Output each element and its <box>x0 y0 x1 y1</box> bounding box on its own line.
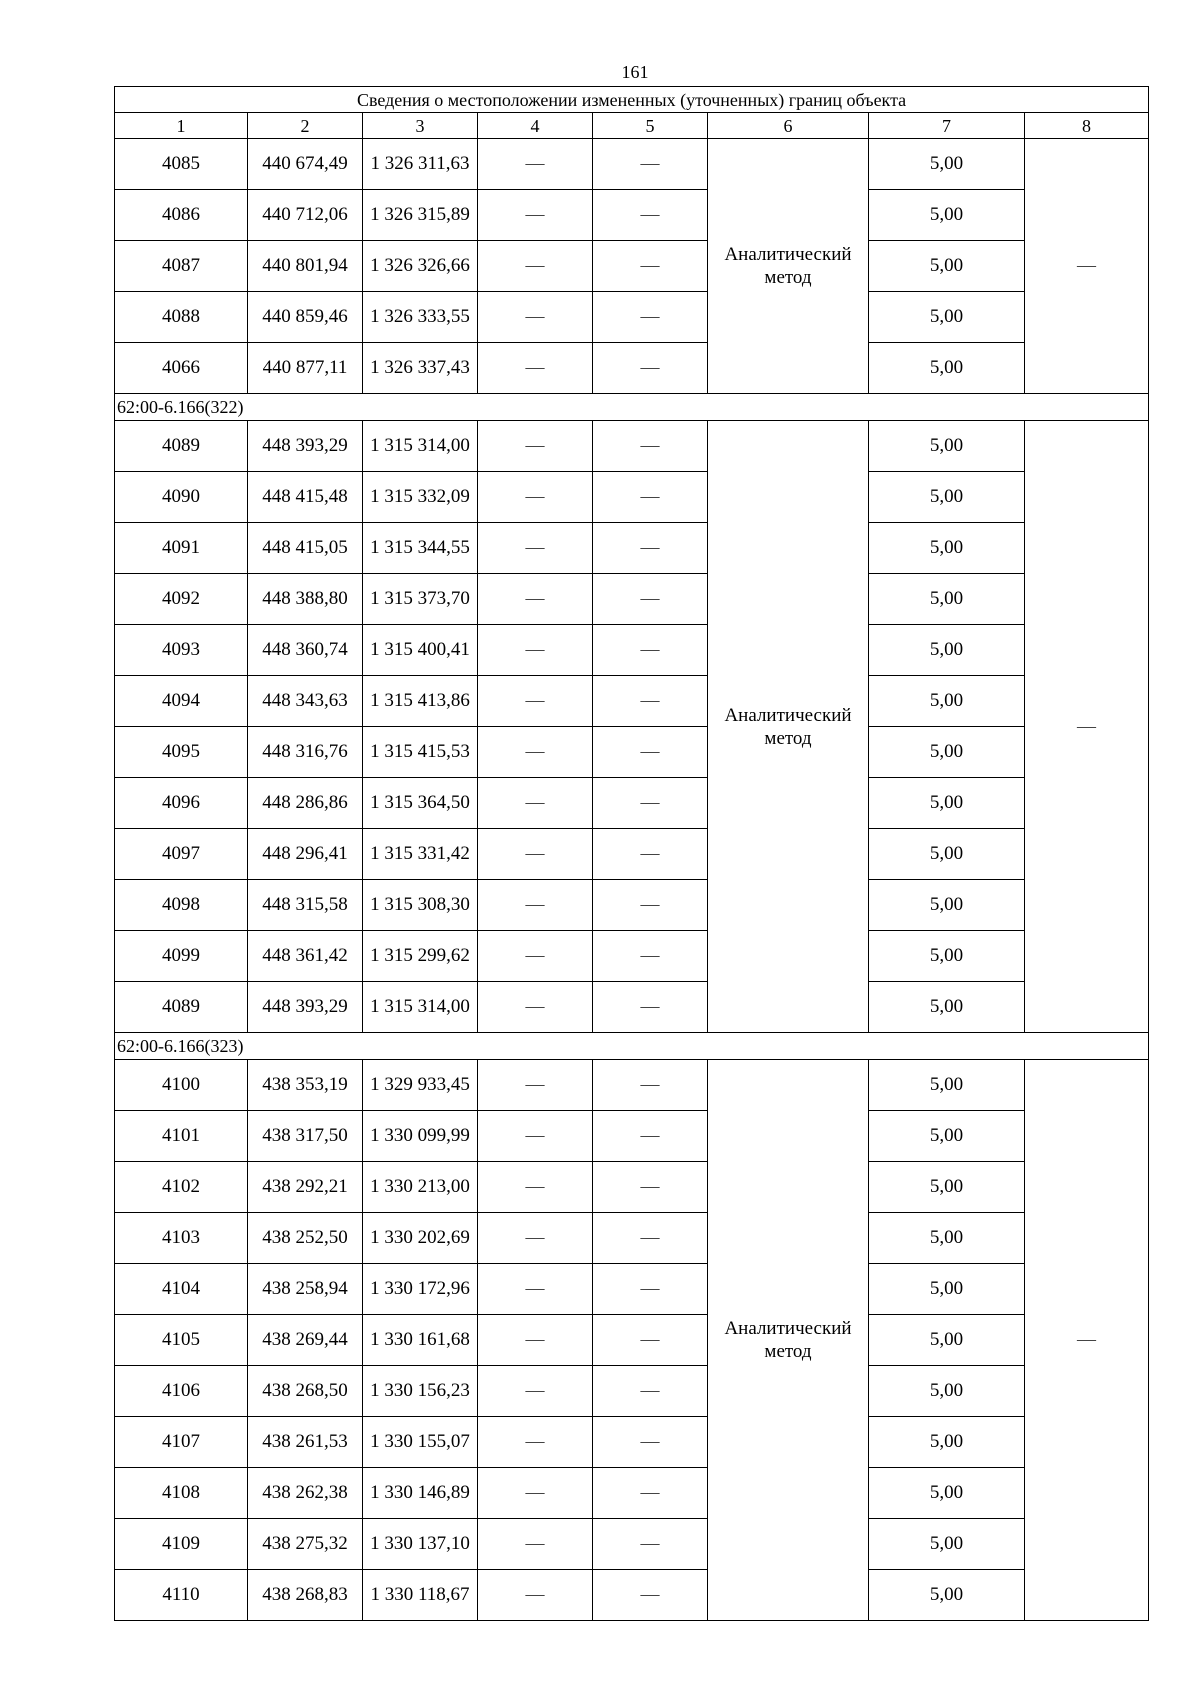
column-5-value: — <box>593 931 708 982</box>
point-number: 4107 <box>115 1417 248 1468</box>
x-coordinate: 448 393,29 <box>248 421 363 472</box>
table-row <box>115 1417 1149 1468</box>
x-coordinate: 448 393,29 <box>248 982 363 1033</box>
point-number: 4085 <box>115 139 248 190</box>
column-4-value: — <box>478 1519 593 1570</box>
y-coordinate: 1 315 314,00 <box>363 421 478 472</box>
column-5-value: — <box>593 190 708 241</box>
point-number: 4110 <box>115 1570 248 1621</box>
accuracy-value: 5,00 <box>869 1162 1025 1213</box>
column-5-value: — <box>593 1570 708 1621</box>
table-row <box>115 778 1149 829</box>
x-coordinate: 438 353,19 <box>248 1060 363 1111</box>
accuracy-value: 5,00 <box>869 676 1025 727</box>
table-row <box>115 625 1149 676</box>
accuracy-value: 5,00 <box>869 1417 1025 1468</box>
x-coordinate: 438 258,94 <box>248 1264 363 1315</box>
point-number: 4106 <box>115 1366 248 1417</box>
table-title: Сведения о местоположении измененных (уточненных) границ объекта <box>115 87 1149 113</box>
column-8-value: — <box>1025 1060 1149 1621</box>
accuracy-value: 5,00 <box>869 1264 1025 1315</box>
table-row <box>115 139 1149 190</box>
column-5-value: — <box>593 880 708 931</box>
y-coordinate: 1 315 331,42 <box>363 829 478 880</box>
accuracy-value: 5,00 <box>869 880 1025 931</box>
column-4-value: — <box>478 829 593 880</box>
column-5-value: — <box>593 472 708 523</box>
column-5-value: — <box>593 421 708 472</box>
accuracy-value: 5,00 <box>869 472 1025 523</box>
point-number: 4101 <box>115 1111 248 1162</box>
point-number: 4066 <box>115 343 248 394</box>
y-coordinate: 1 315 314,00 <box>363 982 478 1033</box>
column-number: 7 <box>869 113 1025 139</box>
column-5-value: — <box>593 241 708 292</box>
column-number: 6 <box>708 113 869 139</box>
x-coordinate: 440 674,49 <box>248 139 363 190</box>
x-coordinate: 440 859,46 <box>248 292 363 343</box>
x-coordinate: 448 315,58 <box>248 880 363 931</box>
y-coordinate: 1 315 415,53 <box>363 727 478 778</box>
x-coordinate: 438 317,50 <box>248 1111 363 1162</box>
table-row <box>115 574 1149 625</box>
table-row <box>115 523 1149 574</box>
column-number: 2 <box>248 113 363 139</box>
accuracy-value: 5,00 <box>869 1519 1025 1570</box>
x-coordinate: 438 275,32 <box>248 1519 363 1570</box>
x-coordinate: 438 268,50 <box>248 1366 363 1417</box>
x-coordinate: 448 343,63 <box>248 676 363 727</box>
y-coordinate: 1 330 156,23 <box>363 1366 478 1417</box>
column-5-value: — <box>593 1417 708 1468</box>
accuracy-value: 5,00 <box>869 1315 1025 1366</box>
column-4-value: — <box>478 778 593 829</box>
table-row <box>115 931 1149 982</box>
y-coordinate: 1 326 337,43 <box>363 343 478 394</box>
column-5-value: — <box>593 1213 708 1264</box>
accuracy-value: 5,00 <box>869 292 1025 343</box>
x-coordinate: 440 801,94 <box>248 241 363 292</box>
point-number: 4102 <box>115 1162 248 1213</box>
accuracy-value: 5,00 <box>869 1570 1025 1621</box>
column-5-value: — <box>593 1111 708 1162</box>
column-4-value: — <box>478 1111 593 1162</box>
x-coordinate: 438 292,21 <box>248 1162 363 1213</box>
table-row <box>115 1570 1149 1621</box>
accuracy-value: 5,00 <box>869 343 1025 394</box>
x-coordinate: 438 269,44 <box>248 1315 363 1366</box>
x-coordinate: 440 712,06 <box>248 190 363 241</box>
column-5-value: — <box>593 778 708 829</box>
column-4-value: — <box>478 880 593 931</box>
column-4-value: — <box>478 727 593 778</box>
table-row <box>115 472 1149 523</box>
y-coordinate: 1 330 146,89 <box>363 1468 478 1519</box>
section-code: 62:00-6.166(322) <box>115 394 1149 421</box>
table-title-row <box>115 87 1149 113</box>
y-coordinate: 1 315 299,62 <box>363 931 478 982</box>
column-4-value: — <box>478 574 593 625</box>
y-coordinate: 1 315 364,50 <box>363 778 478 829</box>
point-number: 4086 <box>115 190 248 241</box>
accuracy-value: 5,00 <box>869 574 1025 625</box>
column-number: 4 <box>478 113 593 139</box>
column-5-value: — <box>593 139 708 190</box>
column-5-value: — <box>593 1468 708 1519</box>
x-coordinate: 438 261,53 <box>248 1417 363 1468</box>
column-number-row <box>115 113 1149 139</box>
table-row <box>115 1468 1149 1519</box>
column-5-value: — <box>593 1519 708 1570</box>
point-number: 4098 <box>115 880 248 931</box>
y-coordinate: 1 326 333,55 <box>363 292 478 343</box>
column-4-value: — <box>478 982 593 1033</box>
column-4-value: — <box>478 139 593 190</box>
column-5-value: — <box>593 343 708 394</box>
column-4-value: — <box>478 190 593 241</box>
accuracy-value: 5,00 <box>869 727 1025 778</box>
column-4-value: — <box>478 343 593 394</box>
y-coordinate: 1 330 161,68 <box>363 1315 478 1366</box>
accuracy-value: 5,00 <box>869 523 1025 574</box>
determination-method: Аналитический метод <box>708 139 869 394</box>
column-4-value: — <box>478 1264 593 1315</box>
column-5-value: — <box>593 292 708 343</box>
table-row <box>115 1213 1149 1264</box>
column-number: 3 <box>363 113 478 139</box>
table-row <box>115 1162 1149 1213</box>
table-row <box>115 1315 1149 1366</box>
y-coordinate: 1 315 332,09 <box>363 472 478 523</box>
x-coordinate: 448 316,76 <box>248 727 363 778</box>
column-8-value: — <box>1025 421 1149 1033</box>
point-number: 4092 <box>115 574 248 625</box>
accuracy-value: 5,00 <box>869 982 1025 1033</box>
table-row <box>115 190 1149 241</box>
column-4-value: — <box>478 292 593 343</box>
y-coordinate: 1 330 118,67 <box>363 1570 478 1621</box>
table-row <box>115 241 1149 292</box>
point-number: 4091 <box>115 523 248 574</box>
table-row <box>115 1366 1149 1417</box>
accuracy-value: 5,00 <box>869 1111 1025 1162</box>
column-4-value: — <box>478 625 593 676</box>
table-row <box>115 1519 1149 1570</box>
point-number: 4109 <box>115 1519 248 1570</box>
table-row <box>115 343 1149 394</box>
column-5-value: — <box>593 574 708 625</box>
accuracy-value: 5,00 <box>869 1366 1025 1417</box>
column-4-value: — <box>478 421 593 472</box>
section-header-row <box>115 394 1149 421</box>
column-5-value: — <box>593 676 708 727</box>
table-row <box>115 1111 1149 1162</box>
page-number: 161 <box>621 62 649 82</box>
table-row <box>115 292 1149 343</box>
column-4-value: — <box>478 1417 593 1468</box>
section-header-row <box>115 1033 1149 1060</box>
column-5-value: — <box>593 829 708 880</box>
column-4-value: — <box>478 1162 593 1213</box>
point-number: 4089 <box>115 421 248 472</box>
y-coordinate: 1 329 933,45 <box>363 1060 478 1111</box>
accuracy-value: 5,00 <box>869 931 1025 982</box>
point-number: 4095 <box>115 727 248 778</box>
point-number: 4090 <box>115 472 248 523</box>
x-coordinate: 438 262,38 <box>248 1468 363 1519</box>
column-5-value: — <box>593 1366 708 1417</box>
table-row <box>115 880 1149 931</box>
x-coordinate: 440 877,11 <box>248 343 363 394</box>
column-5-value: — <box>593 1162 708 1213</box>
table-row <box>115 727 1149 778</box>
x-coordinate: 448 361,42 <box>248 931 363 982</box>
y-coordinate: 1 330 202,69 <box>363 1213 478 1264</box>
y-coordinate: 1 330 137,10 <box>363 1519 478 1570</box>
column-5-value: — <box>593 1264 708 1315</box>
y-coordinate: 1 326 315,89 <box>363 190 478 241</box>
y-coordinate: 1 315 413,86 <box>363 676 478 727</box>
determination-method: Аналитический метод <box>708 421 869 1033</box>
y-coordinate: 1 315 400,41 <box>363 625 478 676</box>
column-4-value: — <box>478 1570 593 1621</box>
x-coordinate: 438 268,83 <box>248 1570 363 1621</box>
point-number: 4108 <box>115 1468 248 1519</box>
y-coordinate: 1 326 326,66 <box>363 241 478 292</box>
point-number: 4094 <box>115 676 248 727</box>
column-number: 5 <box>593 113 708 139</box>
point-number: 4099 <box>115 931 248 982</box>
table-row <box>115 1264 1149 1315</box>
y-coordinate: 1 330 099,99 <box>363 1111 478 1162</box>
column-4-value: — <box>478 1468 593 1519</box>
accuracy-value: 5,00 <box>869 1060 1025 1111</box>
point-number: 4087 <box>115 241 248 292</box>
table-row <box>115 676 1149 727</box>
column-4-value: — <box>478 472 593 523</box>
table-row <box>115 421 1149 472</box>
determination-method: Аналитический метод <box>708 1060 869 1621</box>
column-5-value: — <box>593 1060 708 1111</box>
point-number: 4100 <box>115 1060 248 1111</box>
section-code: 62:00-6.166(323) <box>115 1033 1149 1060</box>
y-coordinate: 1 330 155,07 <box>363 1417 478 1468</box>
column-5-value: — <box>593 523 708 574</box>
column-5-value: — <box>593 625 708 676</box>
table-row <box>115 1060 1149 1111</box>
column-number: 8 <box>1025 113 1149 139</box>
column-4-value: — <box>478 931 593 982</box>
point-number: 4105 <box>115 1315 248 1366</box>
x-coordinate: 448 360,74 <box>248 625 363 676</box>
accuracy-value: 5,00 <box>869 241 1025 292</box>
x-coordinate: 448 296,41 <box>248 829 363 880</box>
accuracy-value: 5,00 <box>869 1468 1025 1519</box>
accuracy-value: 5,00 <box>869 829 1025 880</box>
point-number: 4093 <box>115 625 248 676</box>
column-number: 1 <box>115 113 248 139</box>
y-coordinate: 1 315 344,55 <box>363 523 478 574</box>
x-coordinate: 448 388,80 <box>248 574 363 625</box>
boundary-coordinates-table <box>114 86 1149 1621</box>
x-coordinate: 448 415,05 <box>248 523 363 574</box>
y-coordinate: 1 315 373,70 <box>363 574 478 625</box>
table-row <box>115 982 1149 1033</box>
accuracy-value: 5,00 <box>869 778 1025 829</box>
column-4-value: — <box>478 676 593 727</box>
accuracy-value: 5,00 <box>869 190 1025 241</box>
column-4-value: — <box>478 523 593 574</box>
point-number: 4097 <box>115 829 248 880</box>
y-coordinate: 1 315 308,30 <box>363 880 478 931</box>
x-coordinate: 438 252,50 <box>248 1213 363 1264</box>
accuracy-value: 5,00 <box>869 1213 1025 1264</box>
point-number: 4103 <box>115 1213 248 1264</box>
accuracy-value: 5,00 <box>869 625 1025 676</box>
column-5-value: — <box>593 982 708 1033</box>
column-8-value: — <box>1025 139 1149 394</box>
column-5-value: — <box>593 1315 708 1366</box>
accuracy-value: 5,00 <box>869 421 1025 472</box>
column-4-value: — <box>478 1315 593 1366</box>
column-4-value: — <box>478 1060 593 1111</box>
y-coordinate: 1 326 311,63 <box>363 139 478 190</box>
y-coordinate: 1 330 213,00 <box>363 1162 478 1213</box>
x-coordinate: 448 415,48 <box>248 472 363 523</box>
x-coordinate: 448 286,86 <box>248 778 363 829</box>
point-number: 4104 <box>115 1264 248 1315</box>
y-coordinate: 1 330 172,96 <box>363 1264 478 1315</box>
point-number: 4088 <box>115 292 248 343</box>
point-number: 4096 <box>115 778 248 829</box>
table-row <box>115 829 1149 880</box>
column-5-value: — <box>593 727 708 778</box>
column-4-value: — <box>478 241 593 292</box>
accuracy-value: 5,00 <box>869 139 1025 190</box>
point-number: 4089 <box>115 982 248 1033</box>
column-4-value: — <box>478 1366 593 1417</box>
column-4-value: — <box>478 1213 593 1264</box>
